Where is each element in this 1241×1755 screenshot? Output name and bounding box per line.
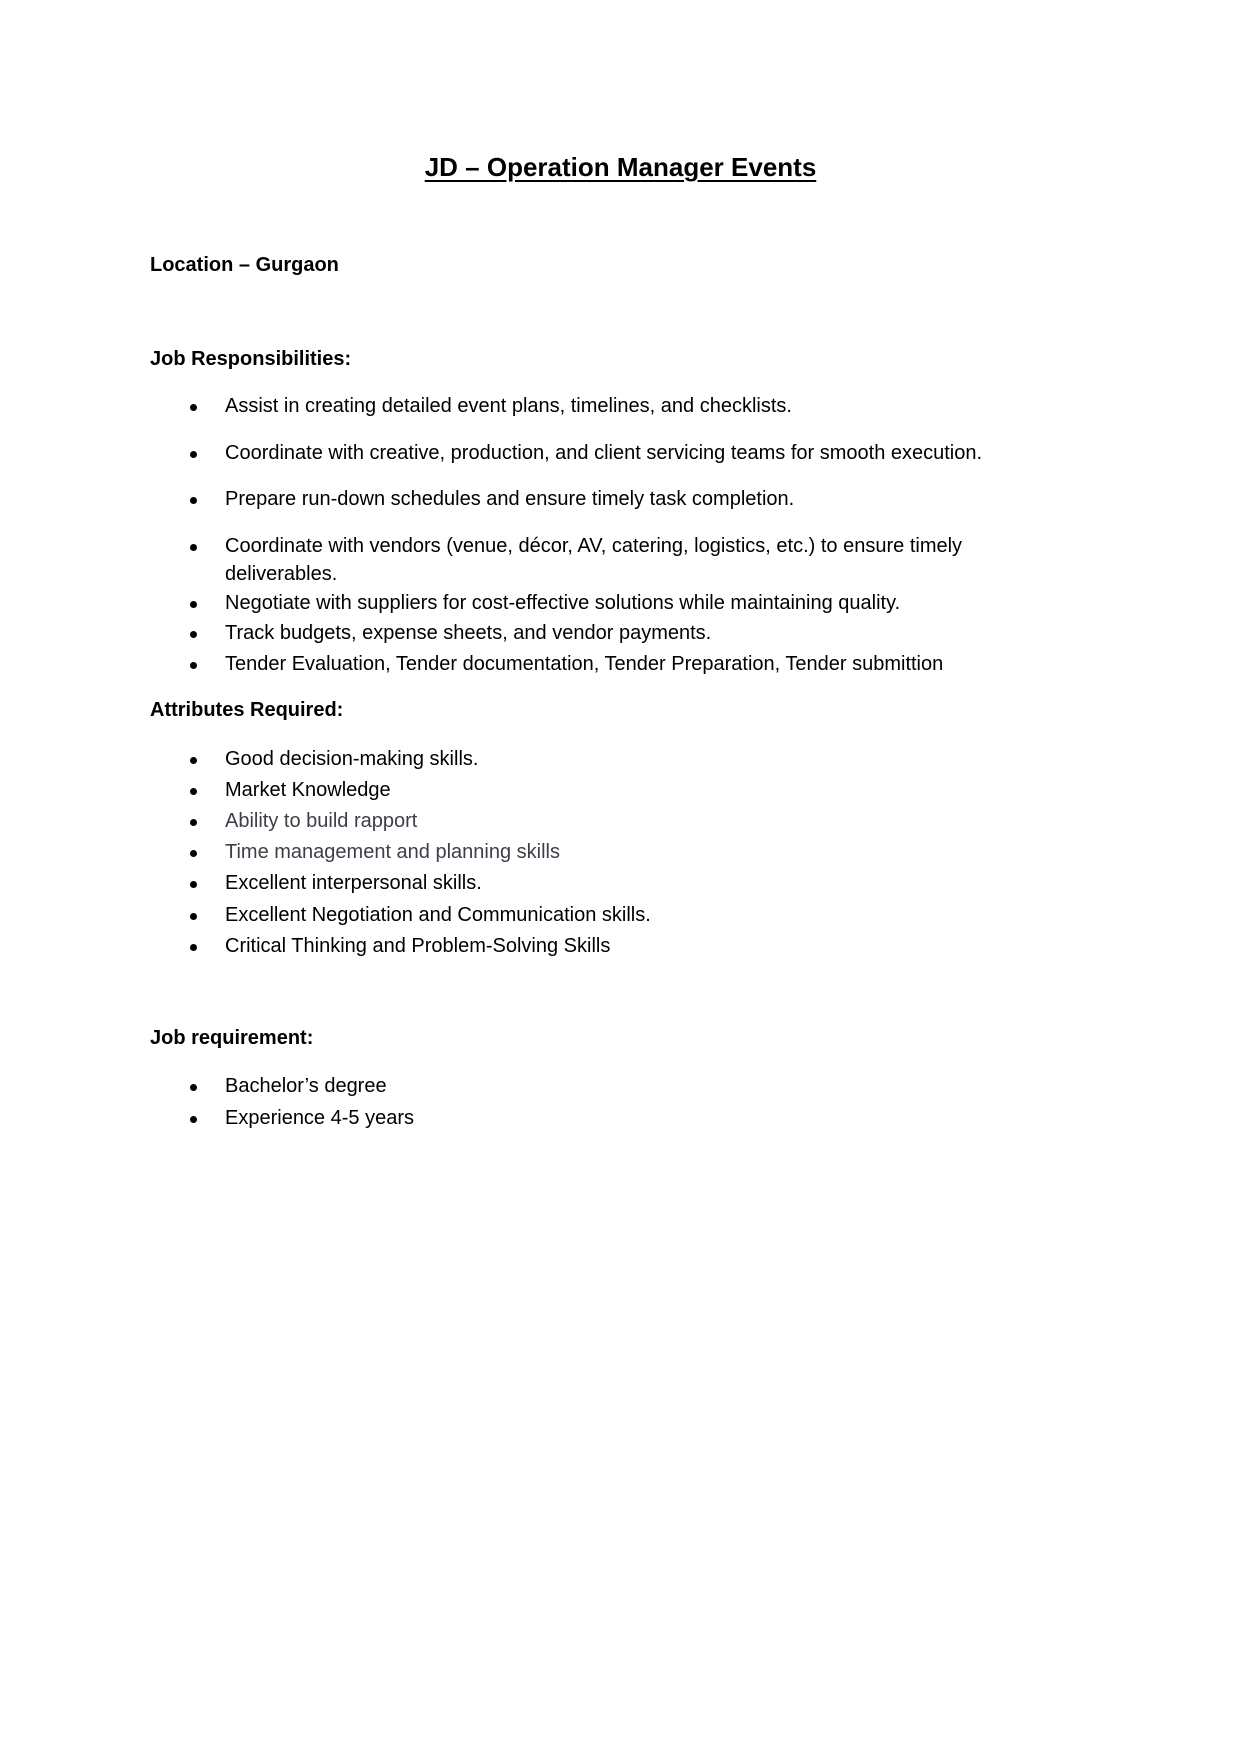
bullet-icon bbox=[190, 944, 197, 951]
list-item: Critical Thinking and Problem-Solving Skills bbox=[0, 932, 1045, 960]
list-item: Coordinate with vendors (venue, décor, AV, catering, logistics, etc.) to ensure timely deliverables. bbox=[0, 532, 1045, 588]
bullet-icon bbox=[190, 1084, 197, 1091]
list-item: Bachelor’s degree bbox=[0, 1072, 1045, 1100]
list-item: Coordinate with creative, production, and client servicing teams for smooth execution. bbox=[0, 439, 1045, 467]
list-item: Track budgets, expense sheets, and vendor payments. bbox=[0, 619, 1045, 647]
bullet-icon bbox=[190, 451, 197, 458]
list-item: Good decision-making skills. bbox=[0, 745, 1045, 773]
bullet-icon bbox=[190, 850, 197, 857]
page-title: JD – Operation Manager Events bbox=[424, 152, 817, 182]
bullet-icon bbox=[190, 662, 197, 669]
list-item: Excellent Negotiation and Communication skills. bbox=[0, 901, 1045, 929]
bullet-icon bbox=[190, 631, 197, 638]
bullet-icon bbox=[190, 404, 197, 411]
list-item: Negotiate with suppliers for cost-effective solutions while maintaining quality. bbox=[0, 589, 1045, 617]
bullet-icon bbox=[190, 497, 197, 504]
location-line: Location – Gurgaon bbox=[150, 254, 339, 276]
bullet-icon bbox=[190, 601, 197, 608]
list-item: Assist in creating detailed event plans, timelines, and checklists. bbox=[0, 392, 1045, 420]
bullet-icon bbox=[190, 757, 197, 764]
bullet-icon bbox=[190, 819, 197, 826]
list-item: Excellent interpersonal skills. bbox=[0, 869, 1045, 897]
list-item: Experience 4-5 years bbox=[0, 1104, 1045, 1132]
responsibilities-heading: Job Responsibilities: bbox=[150, 348, 352, 370]
list-item: Ability to build rapport bbox=[0, 807, 1045, 835]
list-item: Market Knowledge bbox=[0, 776, 1045, 804]
list-item: Tender Evaluation, Tender documentation, Tender Preparation, Tender submittion bbox=[0, 650, 1045, 678]
bullet-icon bbox=[190, 544, 197, 551]
bullet-icon bbox=[190, 881, 197, 888]
list-item: Prepare run-down schedules and ensure timely task completion. bbox=[0, 485, 1045, 513]
bullet-icon bbox=[190, 1116, 197, 1123]
attributes-heading: Attributes Required: bbox=[150, 699, 344, 721]
requirements-heading: Job requirement: bbox=[150, 1027, 314, 1049]
bullet-icon bbox=[190, 913, 197, 920]
bullet-icon bbox=[190, 788, 197, 795]
list-item: Time management and planning skills bbox=[0, 838, 1045, 866]
